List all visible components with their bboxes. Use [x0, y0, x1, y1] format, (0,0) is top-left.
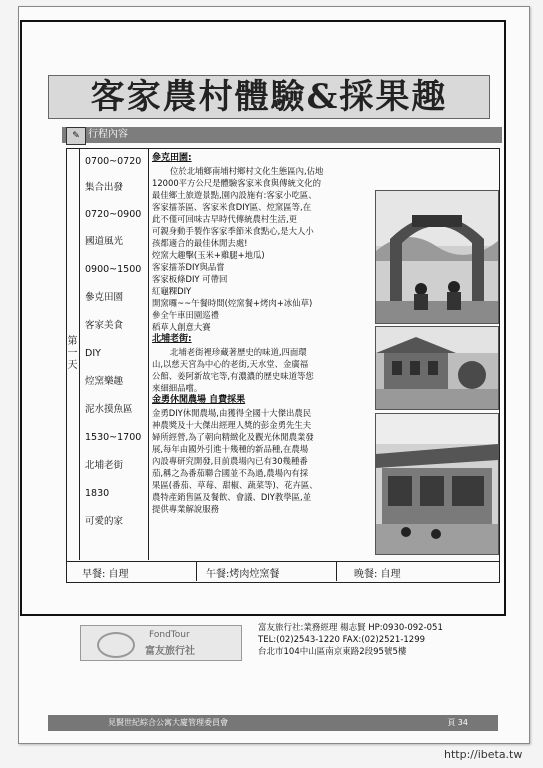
contact-line-2: TEL:(02)2543-1220 FAX:(02)2521-1299	[258, 635, 426, 645]
content-line: 北埔老街裡珍藏著歷史的味道,四面環	[170, 347, 307, 357]
content-line: 客家擂茶DIY與品嘗	[152, 262, 225, 272]
watermark-url: http://ibeta.tw	[444, 748, 523, 761]
content-line: 參克田園:	[152, 153, 192, 163]
page-title: 客家農村體驗&採果趣	[48, 75, 490, 119]
meal-divider	[196, 561, 197, 581]
content-line: 客家板條DIY 可帶回	[152, 274, 228, 284]
content-line: 可親身動手製作客家季節米食點心,是大人小	[152, 226, 314, 236]
farm-market-photo	[375, 413, 499, 555]
meal-divider	[336, 561, 337, 581]
schedule-item: 0720~0900	[85, 209, 142, 220]
content-line: 農特產銷售區及餐飲、會議、DIY教學區,並	[152, 492, 312, 502]
footer-organization: 見賢世紀綜合公寓大廈管理委員會	[108, 718, 228, 727]
content-line: 北埔老街:	[152, 334, 192, 344]
schedule-item: 客家美食	[85, 320, 124, 331]
content-line: 展,每年由國外引進十幾種的新品種,在農場	[152, 444, 309, 454]
content-line: 山,以慈天宮為中心的老街,天水堂、金廣福	[152, 359, 309, 369]
content-line: 婦所經營,為了朝向精緻化及觀光休閒農業發	[152, 432, 314, 442]
day-label: 第一天	[67, 336, 78, 371]
lunch-info: 午餐:烤肉焢窯餐	[206, 569, 280, 580]
content-line: 焢窯大趣擊(玉米+雞腿+地瓜)	[152, 250, 265, 260]
content-line: 孩都適合的最佳休閒去處!	[152, 238, 248, 248]
schedule-item: 1830	[85, 488, 110, 499]
dinner-info: 晚餐: 自理	[354, 569, 401, 580]
content-line: 此不僅可回味古早時代傳統農村生活,更	[152, 214, 298, 224]
content-line: 茄,稱之為番茄聯合國並不為過,農場內有採	[152, 468, 309, 478]
farm-gate-photo	[375, 190, 499, 324]
content-line: 金勇DIY休閒農場,由獲得全國十大傑出農民	[152, 408, 312, 418]
content-line: 金勇休閒農場 自費採果	[152, 395, 246, 405]
content-line: 來細細品嚐。	[152, 383, 203, 393]
schedule-item: 參克田園	[85, 292, 124, 303]
content-line: 紅龜粿DIY	[152, 286, 192, 296]
schedule-item: 0700~0720	[85, 156, 142, 167]
old-street-photo	[375, 326, 499, 410]
schedule-item: 1530~1700	[85, 432, 142, 443]
schedule-item: 0900~1500	[85, 264, 142, 275]
content-line: 客家擂茶區、客家米食DIY區、焢窯區等,在	[152, 202, 312, 212]
section-bar	[62, 127, 502, 143]
content-line: 稻草人創意大賽	[152, 322, 211, 332]
schedule-item: 可愛的家	[85, 516, 124, 527]
schedule-item: 北埔老街	[85, 460, 124, 471]
meals-row	[66, 560, 500, 583]
logo-text-en: FondTour	[149, 630, 190, 640]
section-label: 行程內容	[88, 129, 128, 140]
contact-line-1: 富友旅行社:業務經理 楊志賢 HP:0930-092-051	[258, 623, 443, 633]
content-line: 內設專研究開發,目前農場內已有30幾種番	[152, 456, 308, 466]
logo-ring-icon	[97, 632, 135, 658]
content-line: 參全午車田園巡禮	[152, 310, 219, 320]
content-line: 開窯囉~~午餐時間(焢窯餐+烤肉+冰仙草)	[152, 298, 313, 308]
contact-line-3: 台北市104中山區南京東路2段95號5樓	[258, 647, 407, 657]
content-line: 公館、姜阿新故宅等,有濃濃的歷史味道等您	[152, 371, 314, 381]
logo-text-zh: 富友旅行社	[145, 646, 195, 657]
contact-info	[258, 622, 443, 658]
footer-page-number: 頁 34	[447, 718, 468, 727]
content-line: 提供專業解說服務	[152, 504, 219, 514]
schedule-item: DIY	[85, 348, 101, 359]
breakfast-info: 早餐: 自理	[82, 569, 129, 580]
agency-logo	[80, 625, 242, 661]
schedule-item: 國道風光	[85, 236, 124, 247]
schedule-item: 集合出發	[85, 182, 124, 193]
schedule-item: 焢窯樂趣	[85, 376, 124, 387]
page-footer	[48, 715, 498, 731]
content-line: 12000平方公尺是體驗客家米食與傳統文化的	[152, 178, 322, 188]
schedule-item: 泥水摸魚區	[85, 404, 133, 415]
itinerary-description	[152, 152, 374, 515]
content-line: 果區(番茄、草莓、甜椒、蔬菜等)、花卉區、	[152, 480, 318, 490]
content-line: 神農獎及十大傑出經理人獎的彭金勇先生夫	[152, 420, 312, 430]
itinerary-icon: ✎	[66, 127, 86, 145]
content-line: 最佳鄉土旅遊景點,園內設施有:客家小吃區、	[152, 190, 317, 200]
content-line: 位於北埔鄉南埔村鄉村文化生態區內,佔地	[170, 166, 324, 176]
